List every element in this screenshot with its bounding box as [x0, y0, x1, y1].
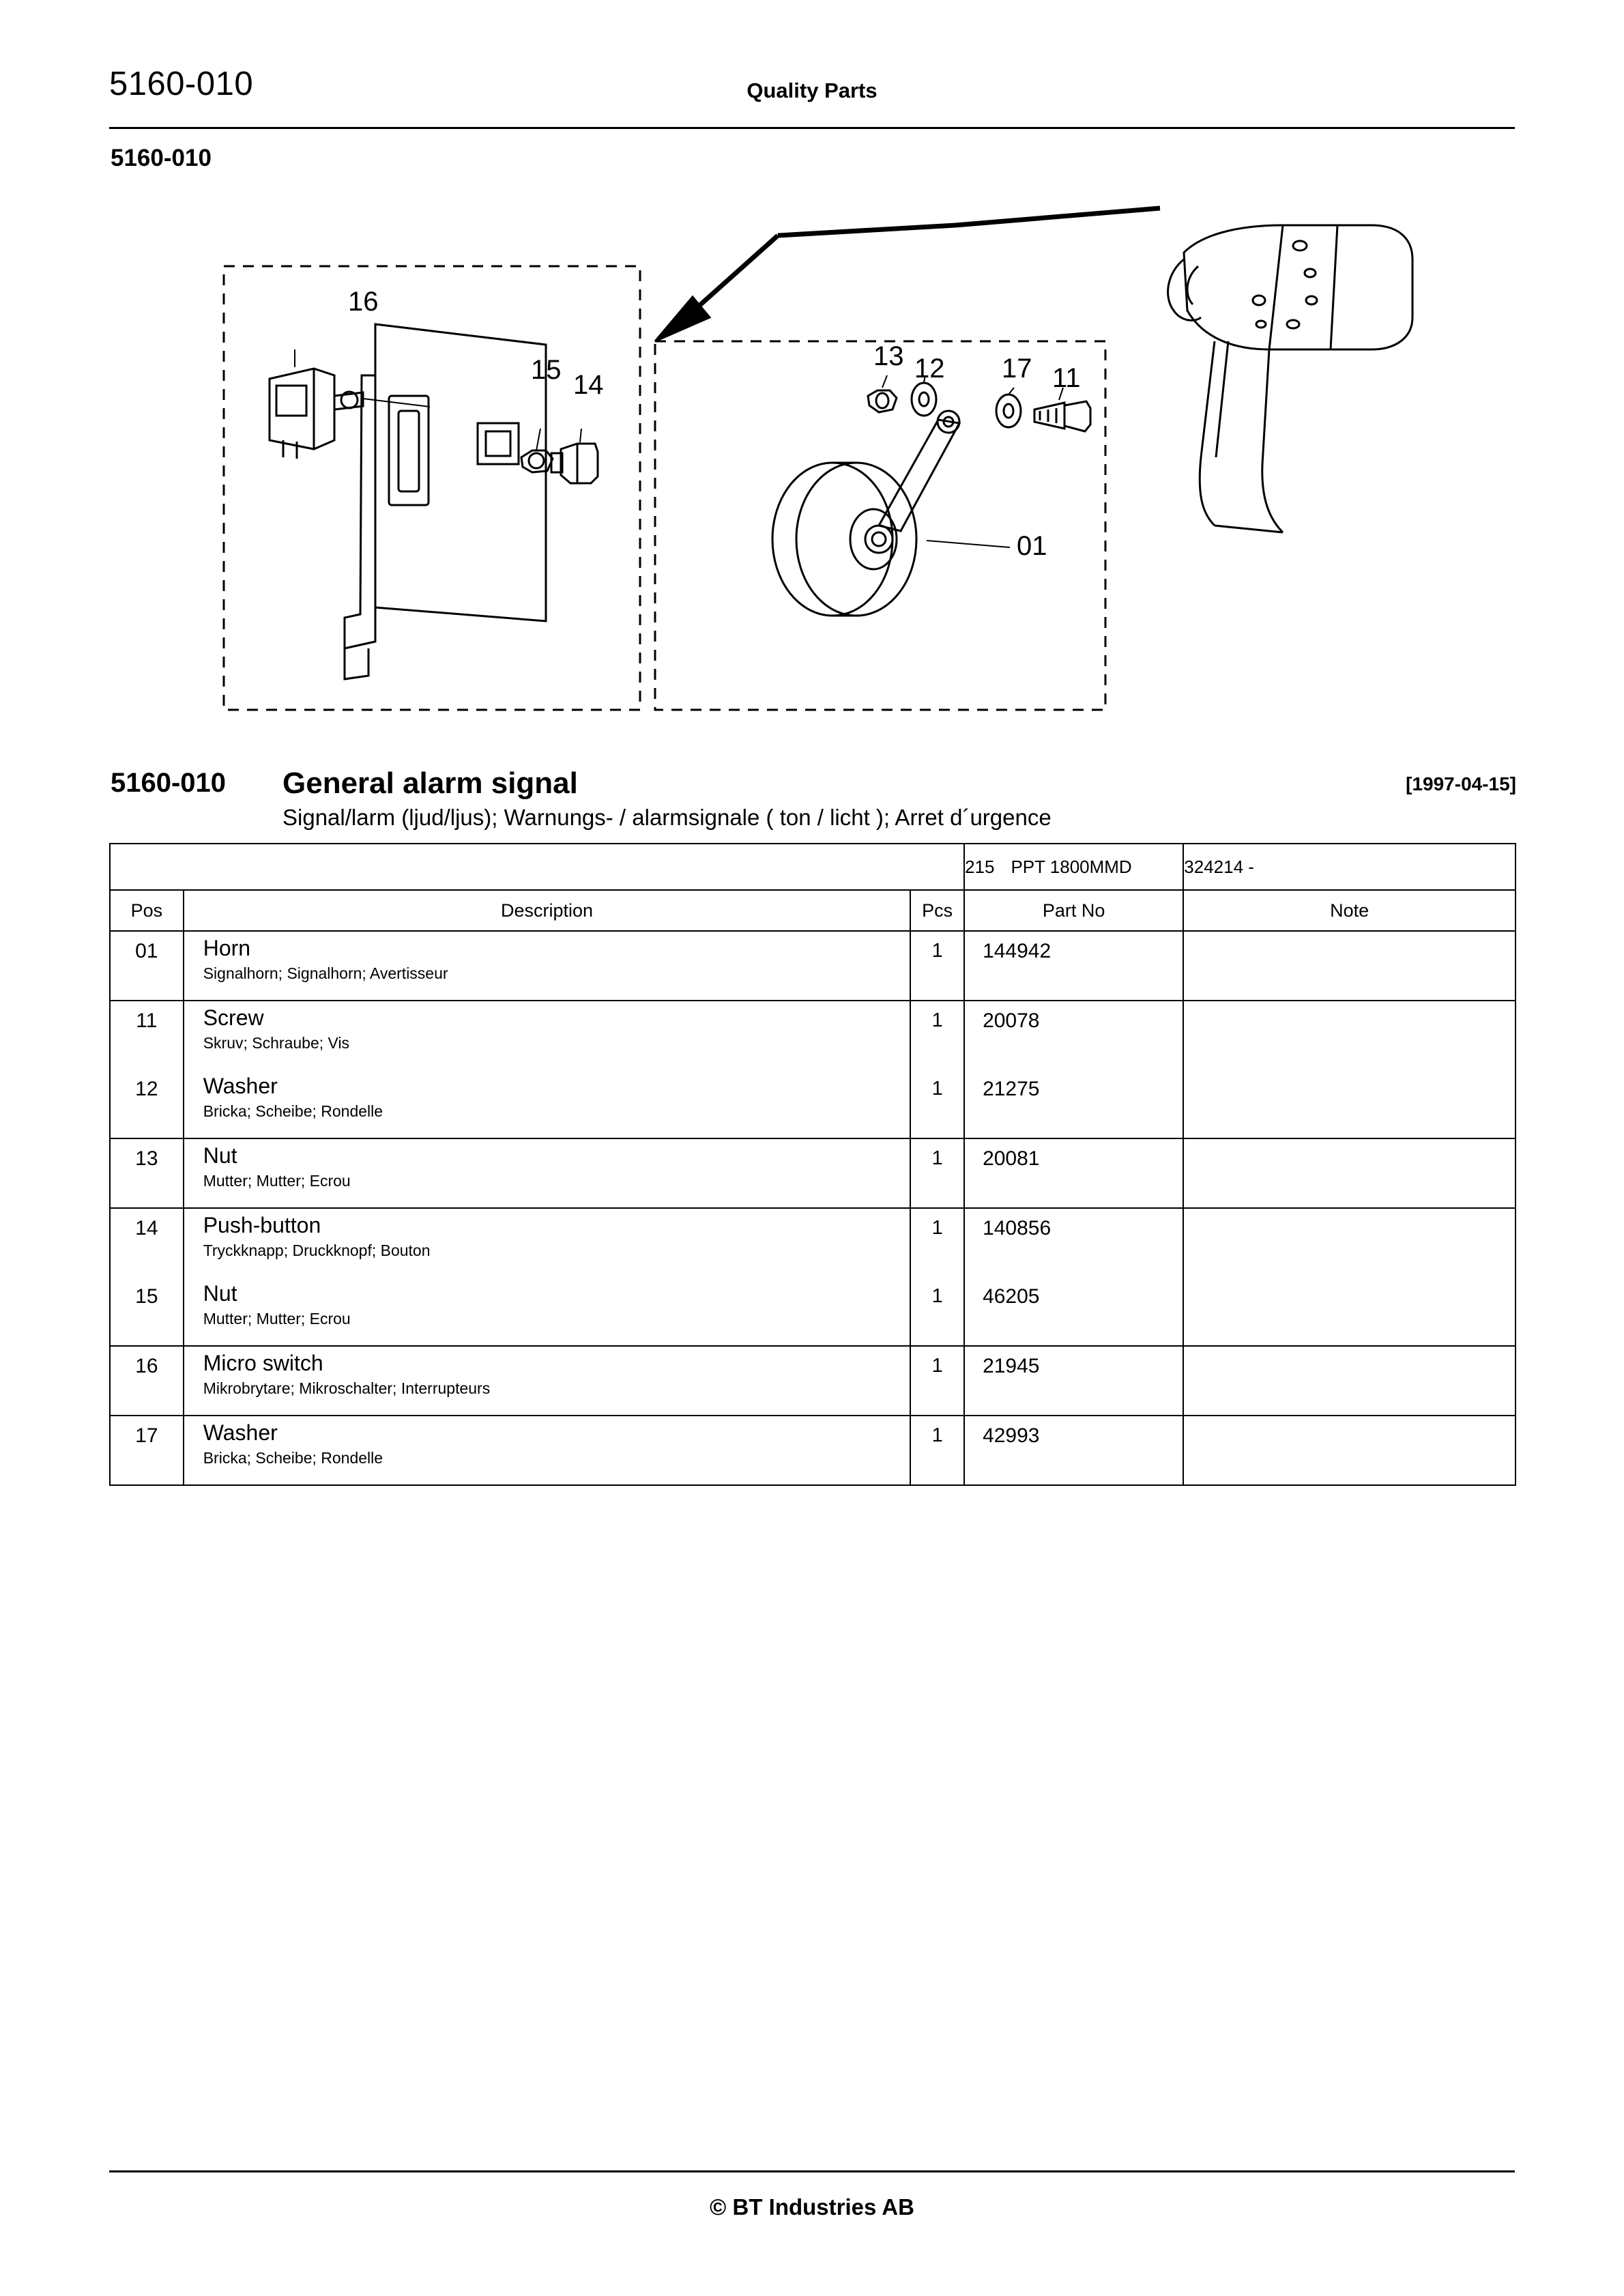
- row-pos: 17: [110, 1416, 184, 1485]
- row-description-name: Horn: [203, 936, 251, 960]
- row-description-name: Washer: [203, 1074, 278, 1098]
- row-description-translations: Mikrobrytare; Mikroschalter; Interrupteurs: [203, 1379, 491, 1397]
- row-note: [1183, 1001, 1516, 1070]
- row-pcs: 1: [910, 1208, 964, 1277]
- row-part-no: 21275: [964, 1070, 1183, 1138]
- header-divider: [109, 127, 1515, 129]
- table-row: [110, 1070, 1516, 1138]
- row-pos: 14: [110, 1208, 184, 1277]
- row-description-name: Nut: [203, 1281, 237, 1306]
- section-revision-date: [1997-04-15]: [1406, 773, 1516, 794]
- row-description-translations: Bricka; Scheibe; Rondelle: [203, 1448, 383, 1467]
- table-row: [110, 1346, 1516, 1416]
- model-identifier: [964, 844, 1183, 890]
- row-note: [1183, 1208, 1516, 1277]
- parts-table: [109, 843, 1516, 1486]
- column-header-pcs: Pcs: [910, 890, 964, 931]
- row-description-translations: Mutter; Mutter; Ecrou: [203, 1309, 351, 1328]
- callout-16: 16: [348, 287, 379, 317]
- table-row: [110, 1277, 1516, 1346]
- model-number: 215: [965, 856, 995, 877]
- row-pos: 12: [110, 1070, 184, 1138]
- row-note: [1183, 1138, 1516, 1208]
- section-title-code: 5160-010: [111, 768, 227, 798]
- row-description-translations: Signalhorn; Signalhorn; Avertisseur: [203, 964, 448, 982]
- parts-illustration: [109, 171, 1515, 744]
- row-pos: 13: [110, 1138, 184, 1208]
- row-part-no: 20081: [964, 1138, 1183, 1208]
- row-part-no: 42993: [964, 1416, 1183, 1485]
- table-row: [110, 931, 1516, 1001]
- row-description-translations: Mutter; Mutter; Ecrou: [203, 1171, 351, 1190]
- row-description-translations: Bricka; Scheibe; Rondelle: [203, 1102, 383, 1120]
- row-pcs: 1: [910, 1001, 964, 1070]
- header-code: 5160-010: [109, 66, 254, 102]
- row-description: [184, 1346, 911, 1416]
- model-name: PPT 1800MMD: [1011, 856, 1132, 877]
- table-row: [110, 1138, 1516, 1208]
- row-description: [184, 1138, 911, 1208]
- row-pcs: 1: [910, 1277, 964, 1346]
- table-row: [110, 1416, 1516, 1485]
- table-row: [110, 1001, 1516, 1070]
- row-description: [184, 1416, 911, 1485]
- row-pos: 01: [110, 931, 184, 1001]
- page-header: [109, 65, 1515, 119]
- section-code: 5160-010: [111, 145, 212, 171]
- row-description-translations: Tryckknapp; Druckknopf; Bouton: [203, 1241, 431, 1259]
- table-model-row: [110, 844, 1516, 890]
- table-row: [110, 1208, 1516, 1277]
- row-part-no: 140856: [964, 1208, 1183, 1277]
- row-description: [184, 1001, 911, 1070]
- callout-12: 12: [914, 354, 945, 384]
- header-title: Quality Parts: [746, 78, 878, 102]
- row-description-translations: Skruv; Schraube; Vis: [203, 1033, 350, 1052]
- row-part-no: 46205: [964, 1277, 1183, 1346]
- row-description: [184, 1070, 911, 1138]
- section-title-name: General alarm signal: [282, 766, 578, 800]
- row-note: [1183, 1346, 1516, 1416]
- column-header-note: Note: [1183, 890, 1516, 931]
- row-pos: 15: [110, 1277, 184, 1346]
- model-serial-range: 324214 -: [1183, 844, 1516, 890]
- footer-divider: [109, 2170, 1515, 2172]
- row-pcs: 1: [910, 1138, 964, 1208]
- column-header-part-no: Part No: [964, 890, 1183, 931]
- row-note: [1183, 931, 1516, 1001]
- row-pcs: 1: [910, 1416, 964, 1485]
- row-description: [184, 931, 911, 1001]
- callout-17: 17: [1002, 354, 1032, 384]
- row-description: [184, 1277, 911, 1346]
- row-description-name: Nut: [203, 1143, 237, 1168]
- row-note: [1183, 1070, 1516, 1138]
- column-header-pos: Pos: [110, 890, 184, 931]
- row-description-name: Washer: [203, 1420, 278, 1445]
- row-description: [184, 1208, 911, 1277]
- row-part-no: 144942: [964, 931, 1183, 1001]
- callout-15: 15: [531, 355, 562, 385]
- callout-13: 13: [873, 341, 904, 371]
- row-pcs: 1: [910, 931, 964, 1001]
- table-header-row: [110, 890, 1516, 931]
- row-part-no: 20078: [964, 1001, 1183, 1070]
- row-note: [1183, 1416, 1516, 1485]
- footer-copyright: © BT Industries AB: [710, 2194, 914, 2220]
- row-description-name: Push-button: [203, 1213, 321, 1237]
- row-pos: 11: [110, 1001, 184, 1070]
- row-pcs: 1: [910, 1070, 964, 1138]
- row-part-no: 21945: [964, 1346, 1183, 1416]
- callout-11: 11: [1052, 363, 1081, 393]
- row-description-name: Micro switch: [203, 1351, 323, 1375]
- column-header-description: Description: [184, 890, 911, 931]
- row-note: [1183, 1277, 1516, 1346]
- section-subtitle: Signal/larm (ljud/ljus); Warnungs- / alarmsignale ( ton / licht ); Arret d´urgence: [282, 805, 1052, 830]
- row-pos: 16: [110, 1346, 184, 1416]
- callout-01: 01: [1017, 531, 1047, 561]
- row-pcs: 1: [910, 1346, 964, 1416]
- illustration-svg: [109, 171, 1515, 744]
- callout-14: 14: [573, 370, 604, 400]
- row-description-name: Screw: [203, 1005, 264, 1030]
